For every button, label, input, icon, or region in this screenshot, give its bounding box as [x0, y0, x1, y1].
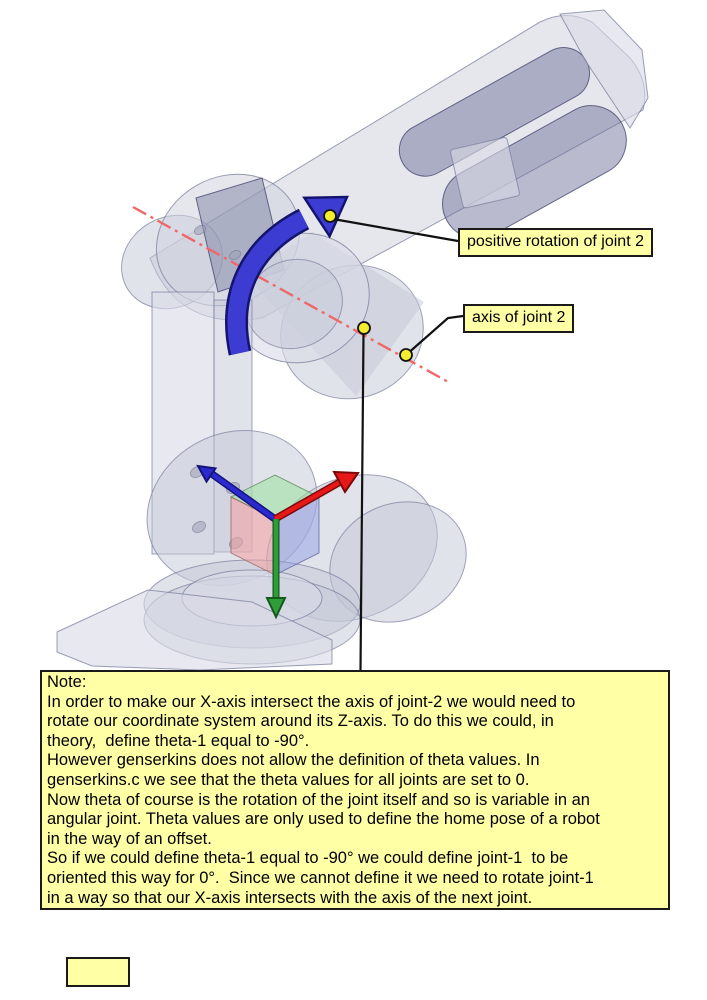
- rotation-marker-dot: [324, 210, 336, 222]
- axis-marker-dot-near: [358, 322, 370, 334]
- note-line: So if we could define theta-1 equal to -90° we could define joint-1 to be: [47, 849, 569, 868]
- note-line: theory, define theta-1 equal to -90°.: [47, 731, 310, 750]
- note-line: Note:: [47, 673, 87, 691]
- note-line: in the way of an offset.: [47, 829, 212, 848]
- callout-axis-of-joint2: axis of joint 2: [463, 304, 574, 333]
- note-line: angular joint. Theta values are only used to define the home pose of a robot: [47, 810, 600, 829]
- note-line: oriented this way for 0°. Since we cannot define it we need to rotate joint-1: [47, 868, 594, 887]
- note-line: in a way so that our X-axis intersects with the axis of the next joint.: [47, 888, 533, 907]
- axis-marker-dot-far: [400, 349, 412, 361]
- note-line: rotate our coordinate system around its Z-axis. To do this we could, in: [47, 712, 554, 731]
- note-line: Now theta of course is the rotation of the joint itself and so is variable in an: [47, 790, 590, 809]
- note-line: In order to make our X-axis intersect the axis of joint-2 we would need to: [47, 692, 576, 711]
- note-line: genserkins.c we see that the theta values for all joints are set to 0.: [47, 770, 530, 789]
- note-line: However genserkins does not allow the definition of theta values. In: [47, 751, 540, 770]
- empty-callout-box: [66, 957, 130, 987]
- callout-positive-rotation: positive rotation of joint 2: [458, 228, 653, 257]
- note-box: [40, 670, 670, 910]
